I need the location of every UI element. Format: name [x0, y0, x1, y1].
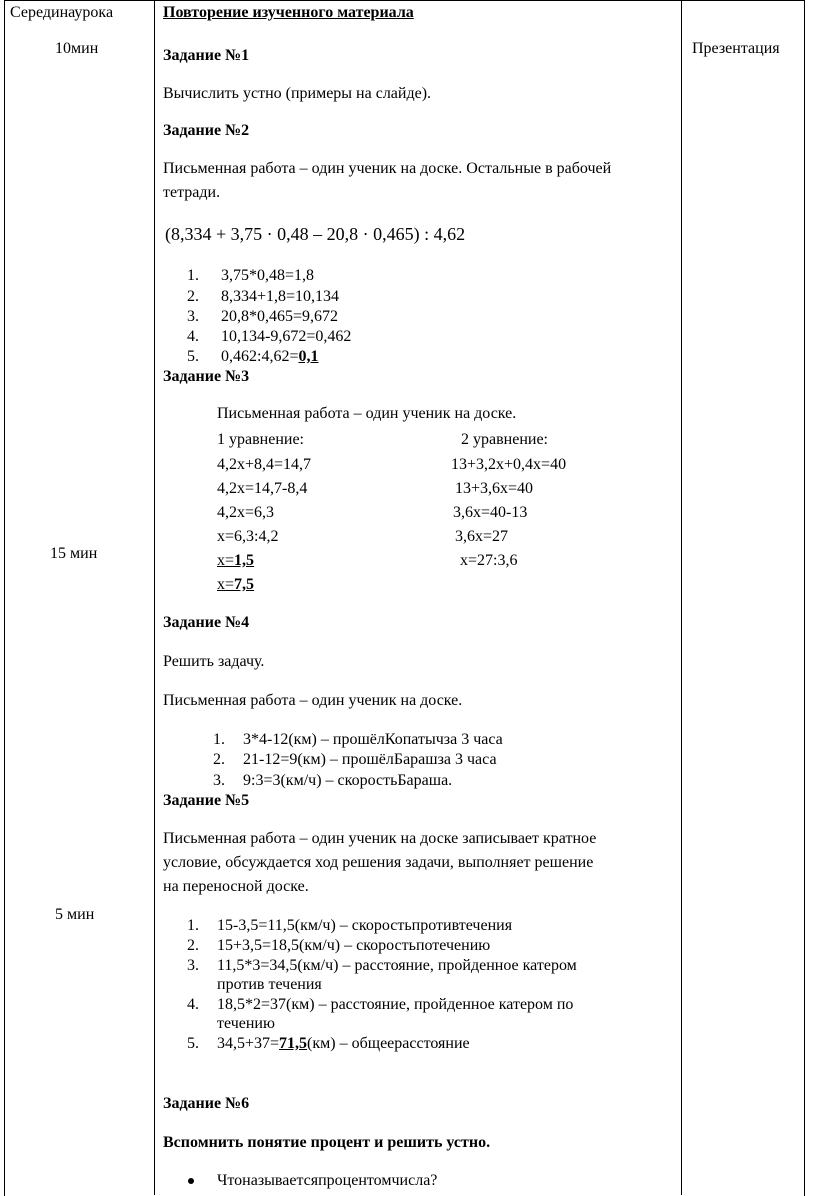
section-title: Повторение изученного материала: [163, 4, 414, 21]
eq1-line: x=6,3:4,2: [217, 528, 279, 545]
task2-step: 3. 20,8*0,465=9,672: [187, 308, 339, 325]
task5-step: 4. 18,5*2=37(км) – расстояние, пройденное катером по: [187, 996, 574, 1013]
task3-title: Задание №3: [163, 368, 250, 385]
task4-text2: Письменная работа – один ученик на доске.: [163, 692, 463, 709]
time-15min: 15 мин: [50, 545, 98, 562]
column-divider-right: [681, 0, 682, 1195]
task2-answer: 0,1: [298, 348, 319, 365]
task2-step: 1. 3,75*0,48=1,8: [187, 267, 315, 284]
task6-title: Задание №6: [163, 1095, 250, 1112]
task6-subtitle: Вспомнить понятие процент и решить устно.: [163, 1134, 491, 1151]
task1-title: Задание №1: [163, 47, 250, 64]
eq1-header: 1 уравнение:: [217, 431, 304, 448]
task2-step: 2. 8,334+1,8=10,134: [187, 288, 340, 305]
task4-step: 1. 3*4-12(км) – прошёлКопатычза 3 часа: [213, 731, 503, 748]
task5-text-line2: условие, обсуждается ход решения задачи, выполняет решение: [163, 854, 594, 871]
bullet-icon: [188, 1178, 194, 1184]
task2-title: Задание №2: [163, 122, 250, 139]
eq1-line: 4,2x=6,3: [217, 504, 275, 521]
task4-step: 3. 9:3=3(км/ч) – скоростьБараша.: [213, 772, 453, 789]
column-divider-left: [154, 0, 155, 1195]
task3-text: Письменная работа – один ученик на доске.: [217, 405, 517, 422]
eq2-line: 3,6x=40-13: [453, 504, 528, 521]
time-10min: 10мин: [55, 40, 99, 57]
lesson-table: [4, 0, 805, 1196]
eq2-line: 3,6x=27: [455, 528, 509, 545]
task4-text1: Решить задачу.: [163, 653, 265, 670]
task2-text-line1: Письменная работа – один ученик на доске. Остальные в рабочей: [163, 160, 612, 177]
task5-answer: 71,5: [279, 1035, 308, 1052]
task5-step: 3. 11,5*3=34,5(км/ч) – расстояние, пройденное катером: [187, 957, 577, 974]
task4-title: Задание №4: [163, 614, 250, 631]
resource-presentation: Презентация: [692, 40, 780, 57]
task2-step: 4. 10,134-9,672=0,462: [187, 328, 352, 345]
task5-title: Задание №5: [163, 792, 250, 809]
eq2-line: 13+3,6x=40: [455, 480, 534, 497]
eq1-line: 4,2x+8,4=14,7: [217, 456, 312, 473]
task5-step: 2. 15+3,5=18,5(км/ч) – скоростьпотечению: [187, 937, 491, 954]
task2-text-line2: тетради.: [163, 184, 221, 201]
eq2-line: x=27:3,6: [460, 552, 518, 569]
task5-step: 1. 15-3,5=11,5(км/ч) – скоростьпротивтечения: [187, 917, 513, 934]
eq1-answer-2: x=7,5: [217, 576, 255, 593]
eq1-answer-1: x=1,5: [217, 552, 255, 569]
eq2-header: 2 уравнение:: [461, 431, 548, 448]
task5-text-line1: Письменная работа – один ученик на доске записывает кратное: [163, 830, 597, 847]
eq1-line: 4,2x=14,7-8,4: [217, 480, 308, 497]
task6-bullet-item: Чтоназываетсяпроцентомчисла?: [188, 1172, 437, 1190]
lesson-stage-header: Серединаурока: [10, 4, 114, 21]
task2-step: 5. 0,462:4,62=0,1: [187, 348, 319, 365]
eq2-line: 13+3,2x+0,4x=40: [451, 456, 567, 473]
task4-step: 2. 21-12=9(км) – прошёлБарашза 3 часа: [213, 751, 497, 768]
task5-text-line3: на переносной доске.: [163, 878, 309, 895]
time-5min: 5 мин: [55, 906, 95, 923]
task5-step-continuation: течению: [217, 1015, 275, 1032]
task5-step: 5. 34,5+37=71,5(км) – общеерасстояние: [187, 1035, 470, 1052]
task5-step-continuation: против течения: [217, 976, 322, 993]
task2-expression: (8,334 + 3,75 · 0,48 – 20,8 · 0,465) : 4,62: [165, 224, 466, 244]
task1-text: Вычислить устно (примеры на слайде).: [163, 85, 432, 102]
